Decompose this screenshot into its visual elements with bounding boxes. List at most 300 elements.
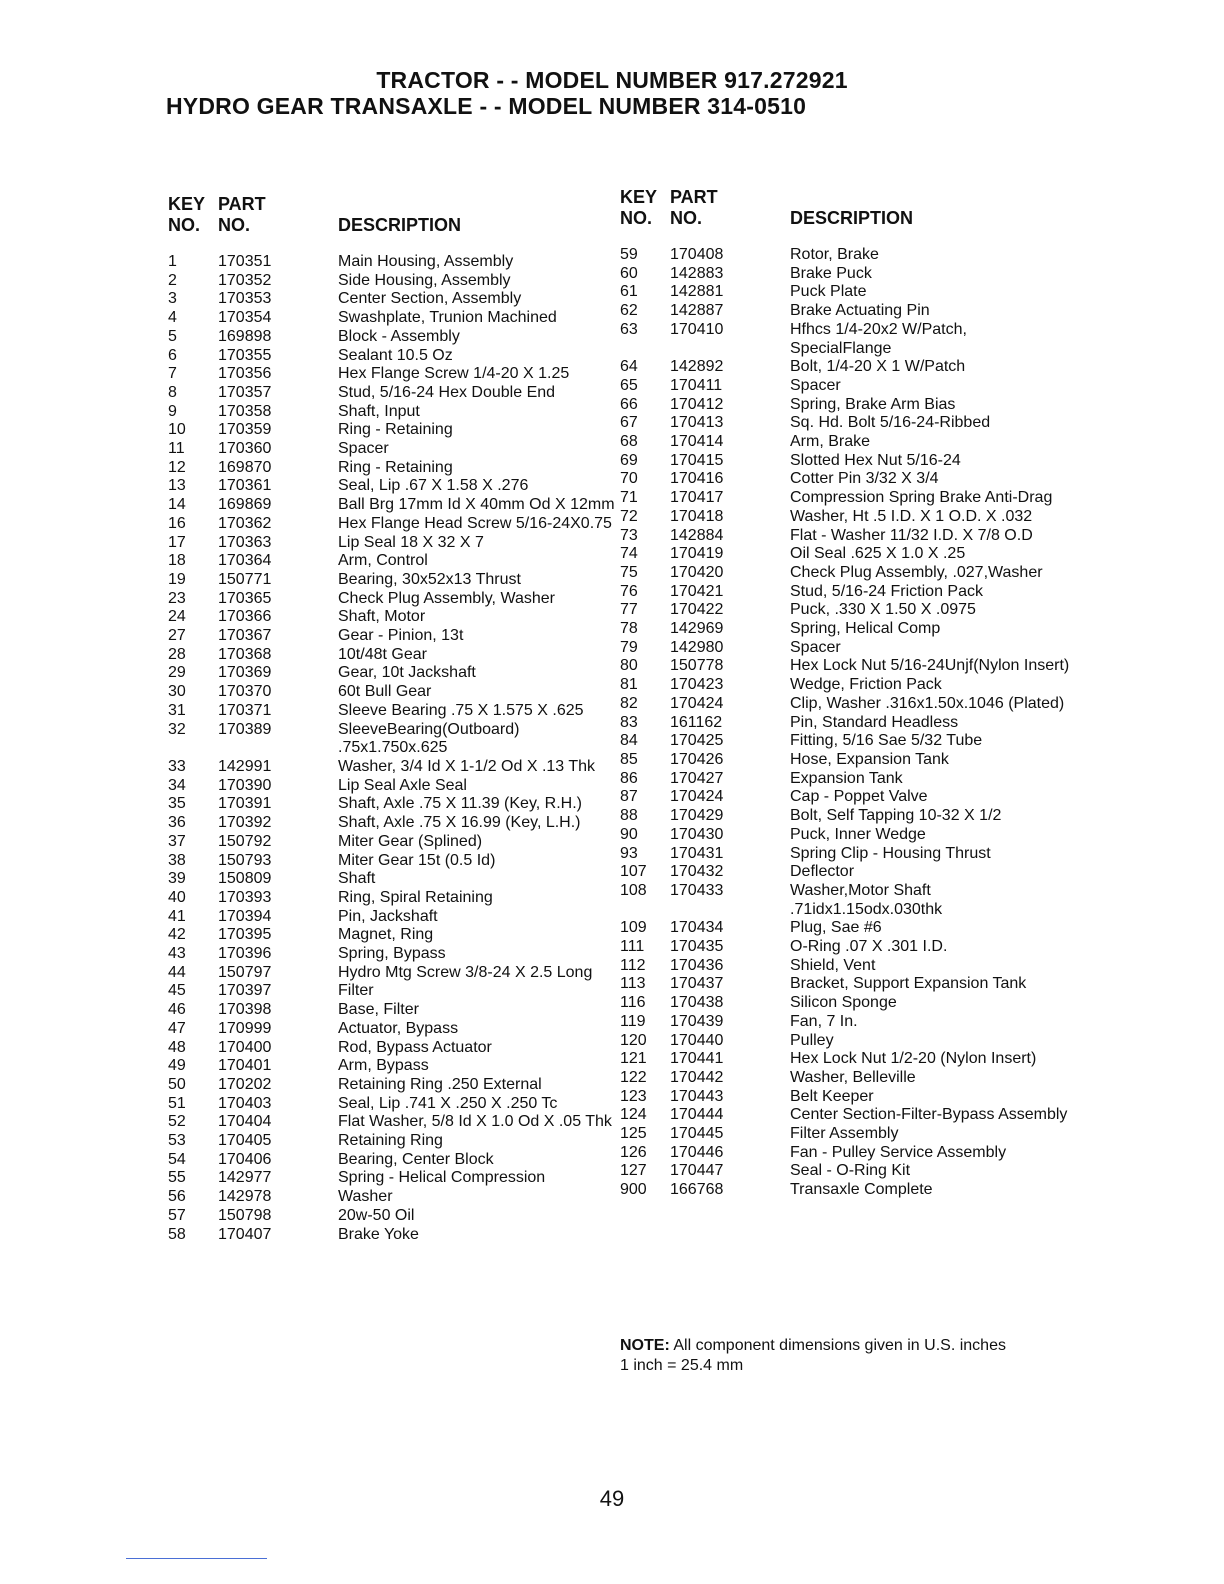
key-number: 34 (168, 776, 186, 794)
part-description: Bearing, Center Block (338, 1150, 494, 1168)
right-header-key: KEY (620, 187, 658, 207)
part-row (620, 564, 1070, 583)
part-description: Center Section-Filter-Bypass Assembly (790, 1106, 1068, 1124)
part-row (168, 721, 618, 758)
part-description: Sealant 10.5 Oz (338, 346, 453, 364)
part-description: Shaft, Input (338, 402, 420, 420)
part-number: 170426 (670, 750, 724, 768)
part-row (620, 433, 1070, 452)
key-number: 12 (168, 458, 186, 476)
key-number: 31 (168, 701, 186, 719)
key-number: 57 (168, 1206, 186, 1224)
part-number: 170412 (670, 395, 724, 413)
part-number: 170438 (670, 994, 724, 1012)
part-description: Shaft, Axle .75 X 16.99 (Key, L.H.) (338, 814, 581, 832)
part-row (168, 627, 618, 646)
part-number: 170436 (670, 956, 724, 974)
part-row (168, 926, 618, 945)
right-header-description: DESCRIPTION (790, 208, 914, 228)
part-number: 170352 (218, 271, 272, 289)
part-row (168, 1076, 618, 1095)
part-row (620, 601, 1070, 620)
part-description: Hose, Expansion Tank (790, 750, 949, 768)
part-number: 170425 (670, 732, 724, 750)
part-row (168, 309, 618, 328)
part-row (620, 1013, 1070, 1032)
part-row (620, 265, 1070, 284)
part-description: Hex Lock Nut 5/16-24Unjf(Nylon Insert) (790, 657, 1070, 675)
part-description: Belt Keeper (790, 1087, 874, 1105)
part-description: O-Ring .07 X .301 I.D. (790, 938, 948, 956)
part-row (620, 302, 1070, 321)
part-description: 20w-50 Oil (338, 1206, 415, 1224)
key-number: 119 (620, 1012, 646, 1030)
key-number: 127 (620, 1162, 647, 1180)
part-number: 170444 (670, 1106, 724, 1124)
part-description: Arm, Brake (790, 433, 871, 451)
part-description: Block - Assembly (338, 327, 460, 345)
part-row (168, 347, 618, 366)
part-description: Spring, Bypass (338, 945, 446, 963)
part-description: Expansion Tank (790, 769, 903, 787)
key-number: 78 (620, 620, 638, 638)
part-number: 170423 (670, 676, 724, 694)
key-number: 4 (168, 309, 177, 327)
key-number: 86 (620, 769, 638, 787)
part-number: 170431 (670, 844, 724, 862)
key-number: 38 (168, 851, 186, 869)
part-description: Bracket, Support Expansion Tank (790, 975, 1027, 993)
part-row (620, 1050, 1070, 1069)
part-description: Shaft, Axle .75 X 11.39 (Key, R.H.) (338, 795, 582, 813)
part-row (620, 882, 1070, 919)
part-row (620, 1069, 1070, 1088)
part-description: Lip Seal Axle Seal (338, 776, 467, 794)
key-number: 70 (620, 470, 638, 488)
dimension-note (620, 1336, 1070, 1376)
part-number: 170394 (218, 907, 272, 925)
part-number: 142887 (670, 302, 724, 320)
key-number: 111 (620, 938, 645, 956)
part-number: 170396 (218, 945, 272, 963)
key-number: 81 (620, 676, 638, 694)
part-description: Shaft (338, 870, 376, 888)
part-description: Hydro Mtg Screw 3/8-24 X 2.5 Long (338, 963, 593, 981)
part-row (168, 777, 618, 796)
part-number: 170367 (218, 627, 272, 645)
key-number: 75 (620, 563, 638, 581)
part-number: 170406 (218, 1150, 272, 1168)
part-description: Ring, Spiral Retaining (338, 888, 493, 906)
part-description: Retaining Ring .250 External (338, 1075, 542, 1093)
part-row (168, 496, 618, 515)
part-row (620, 1162, 1070, 1181)
part-description: Check Plug Assembly, .027,Washer (790, 563, 1043, 581)
part-number: 169869 (218, 496, 272, 514)
part-row (620, 845, 1070, 864)
key-number: 19 (168, 570, 186, 588)
part-number: 170363 (218, 533, 272, 551)
key-number: 61 (620, 283, 638, 301)
part-number: 150809 (218, 870, 272, 888)
part-number: 170407 (218, 1225, 272, 1243)
part-row (168, 1020, 618, 1039)
left-header-description: DESCRIPTION (338, 215, 462, 235)
part-description: Ring - Retaining (338, 421, 453, 439)
key-number: 73 (620, 526, 638, 544)
part-row (620, 1032, 1070, 1051)
part-number: 170408 (670, 246, 724, 263)
part-number: 170401 (218, 1057, 272, 1075)
part-description: Actuator, Bypass (338, 1019, 459, 1037)
part-row (620, 695, 1070, 714)
part-row (620, 826, 1070, 845)
part-row (620, 321, 1070, 358)
part-number: 170424 (670, 788, 724, 806)
part-row (620, 751, 1070, 770)
part-description: Cap - Poppet Valve (790, 788, 928, 806)
part-row (168, 1169, 618, 1188)
key-number: 82 (620, 694, 638, 712)
part-row (620, 246, 1070, 265)
part-description: Flat - Washer 11/32 I.D. X 7/8 O.D (790, 526, 1033, 544)
part-number: 170359 (218, 421, 272, 439)
key-number: 45 (168, 982, 186, 1000)
key-number: 23 (168, 589, 186, 607)
part-number: 170400 (218, 1038, 272, 1056)
part-row (620, 1088, 1070, 1107)
key-number: 24 (168, 608, 186, 626)
part-number: 170390 (218, 776, 272, 794)
part-row (620, 489, 1070, 508)
part-description: Arm, Control (338, 552, 428, 570)
part-row (168, 1226, 618, 1245)
key-number: 74 (620, 545, 638, 563)
part-description: Spacer (790, 638, 841, 656)
part-number: 142884 (670, 526, 724, 544)
part-row (620, 938, 1070, 957)
part-row (620, 994, 1070, 1013)
part-number: 170398 (218, 1001, 272, 1019)
key-number: 900 (620, 1181, 647, 1199)
part-number: 170356 (218, 365, 272, 383)
part-description: Spring Clip - Housing Thrust (790, 844, 991, 862)
part-row (620, 770, 1070, 789)
part-number: 170417 (670, 489, 724, 507)
part-description: Compression Spring Brake Anti-Drag (790, 489, 1053, 507)
part-description: Washer, Ht .5 I.D. X 1 O.D. X .032 (790, 507, 1033, 525)
part-row (168, 590, 618, 609)
part-description: Brake Puck (790, 264, 872, 282)
key-number: 52 (168, 1113, 186, 1131)
part-description: Washer, Belleville (790, 1068, 916, 1086)
part-description: Hfhcs 1/4-20x2 W/Patch, SpecialFlange (790, 320, 967, 357)
part-number: 169898 (218, 327, 272, 345)
part-number: 142980 (670, 638, 724, 656)
part-description: Rotor, Brake (790, 246, 879, 263)
part-description: Spacer (338, 440, 389, 458)
key-number: 37 (168, 832, 186, 850)
part-number: 170360 (218, 440, 272, 458)
part-number: 170439 (670, 1012, 724, 1030)
part-number: 150797 (218, 963, 272, 981)
parts-list-right (620, 246, 1070, 1200)
part-number: 170357 (218, 383, 272, 401)
part-description: Spring, Brake Arm Bias (790, 395, 956, 413)
key-number: 33 (168, 757, 186, 775)
part-row (620, 639, 1070, 658)
key-number: 63 (620, 320, 638, 338)
part-row (168, 646, 618, 665)
key-number: 87 (620, 788, 638, 806)
part-row (168, 384, 618, 403)
part-number: 170403 (218, 1094, 272, 1112)
key-number: 109 (620, 919, 647, 937)
part-description: Center Section, Assembly (338, 290, 522, 308)
page-subtitle: HYDRO GEAR TRANSAXLE - - MODEL NUMBER 314-0510 (166, 93, 807, 119)
part-row (168, 1001, 618, 1020)
page-number: 49 (599, 1486, 625, 1511)
part-number: 170415 (670, 451, 724, 469)
part-number: 170411 (670, 376, 723, 394)
part-row (620, 714, 1070, 733)
part-number: 170422 (670, 601, 724, 619)
key-number: 122 (620, 1068, 647, 1086)
part-row (168, 1039, 618, 1058)
part-row (168, 852, 618, 871)
part-number: 170371 (218, 701, 272, 719)
part-description: Washer,Motor Shaft .71idx1.15odx.030thk (790, 881, 943, 918)
part-row (620, 732, 1070, 751)
part-number: 161162 (670, 713, 723, 731)
part-row (620, 283, 1070, 302)
key-number: 65 (620, 376, 638, 394)
part-number: 170405 (218, 1132, 272, 1150)
part-description: Gear - Pinion, 13t (338, 627, 464, 645)
part-description: 60t Bull Gear (338, 683, 432, 701)
key-number: 71 (620, 489, 638, 507)
part-description: Pin, Standard Headless (790, 713, 959, 731)
part-number: 142978 (218, 1188, 272, 1206)
part-number: 142883 (670, 264, 724, 282)
key-number: 93 (620, 844, 638, 862)
part-description: Main Housing, Assembly (338, 253, 514, 270)
part-description: Transaxle Complete (790, 1181, 933, 1199)
part-number: 170404 (218, 1113, 272, 1131)
part-row (168, 833, 618, 852)
part-number: 170358 (218, 402, 272, 420)
key-number: 113 (620, 975, 646, 993)
key-number: 43 (168, 945, 186, 963)
key-number: 3 (168, 290, 177, 308)
key-number: 85 (620, 750, 638, 768)
part-number: 150792 (218, 832, 272, 850)
part-row (168, 814, 618, 833)
part-description: Ring - Retaining (338, 458, 453, 476)
part-row (168, 403, 618, 422)
key-number: 124 (620, 1106, 647, 1124)
key-number: 11 (168, 440, 185, 458)
key-number: 53 (168, 1132, 186, 1150)
key-number: 56 (168, 1188, 186, 1206)
part-number: 150798 (218, 1206, 272, 1224)
part-row (168, 571, 618, 590)
key-number: 5 (168, 327, 177, 345)
right-header-part: PART (670, 187, 718, 207)
key-number: 84 (620, 732, 638, 750)
part-number: 170446 (670, 1143, 724, 1161)
part-number: 170424 (670, 694, 724, 712)
part-description: Silicon Sponge (790, 994, 897, 1012)
part-description: Plug, Sae #6 (790, 919, 882, 937)
key-number: 10 (168, 421, 186, 439)
part-description: Wedge, Friction Pack (790, 676, 942, 694)
part-description: Filter (338, 982, 374, 1000)
left-header-part-no: NO. (218, 215, 251, 235)
part-description: Spring, Helical Comp (790, 620, 941, 638)
part-row (168, 421, 618, 440)
part-description: Arm, Bypass (338, 1057, 429, 1075)
key-number: 121 (620, 1050, 647, 1068)
part-description: Flat Washer, 5/8 Id X 1.0 Od X .05 Thk (338, 1113, 612, 1131)
key-number: 1 (168, 253, 177, 270)
part-number: 170362 (218, 514, 272, 532)
parts-list-left (168, 253, 618, 1244)
part-description: Cotter Pin 3/32 X 3/4 (790, 470, 939, 488)
part-description: Clip, Washer .316x1.50x.1046 (Plated) (790, 694, 1065, 712)
part-description: Seal - O-Ring Kit (790, 1162, 911, 1180)
part-description: Stud, 5/16-24 Hex Double End (338, 383, 556, 401)
part-number: 142977 (218, 1169, 272, 1187)
part-number: 170427 (670, 769, 724, 787)
key-number: 72 (620, 507, 638, 525)
bottom-rule (126, 1558, 267, 1559)
part-row (620, 377, 1070, 396)
part-row (168, 702, 618, 721)
part-description: Miter Gear (Splined) (338, 832, 483, 850)
part-description: Shaft, Motor (338, 608, 426, 626)
part-number: 150793 (218, 851, 272, 869)
part-number: 170397 (218, 982, 272, 1000)
key-number: 60 (620, 264, 638, 282)
key-number: 62 (620, 302, 638, 320)
part-row (168, 253, 618, 272)
part-number: 170433 (670, 881, 724, 899)
part-description: Pulley (790, 1031, 834, 1049)
key-number: 41 (168, 907, 186, 925)
part-number: 170364 (218, 552, 272, 570)
part-number: 170419 (670, 545, 724, 563)
part-description: Miter Gear 15t (0.5 Id) (338, 851, 496, 869)
part-number: 170445 (670, 1125, 724, 1143)
key-number: 27 (168, 627, 186, 645)
part-number: 170420 (670, 563, 724, 581)
part-number: 170391 (218, 795, 272, 813)
part-number: 170442 (670, 1068, 724, 1086)
key-number: 6 (168, 346, 177, 364)
part-row (620, 676, 1070, 695)
part-row (168, 683, 618, 702)
key-number: 88 (620, 807, 638, 825)
key-number: 112 (620, 956, 646, 974)
note-text: All component dimensions given in U.S. inches (673, 1337, 1006, 1354)
key-number: 107 (620, 863, 647, 881)
part-description: Deflector (790, 863, 855, 881)
part-number: 170351 (218, 253, 272, 270)
part-description: Check Plug Assembly, Washer (338, 589, 555, 607)
part-row (620, 788, 1070, 807)
key-number: 32 (168, 720, 186, 738)
part-description: Puck, .330 X 1.50 X .0975 (790, 601, 976, 619)
key-number: 77 (620, 601, 638, 619)
key-number: 30 (168, 683, 186, 701)
part-number: 170441 (670, 1050, 724, 1068)
part-row (620, 527, 1070, 546)
key-number: 67 (620, 414, 638, 432)
right-header-part-no: NO. (670, 208, 703, 228)
key-number: 123 (620, 1087, 647, 1105)
part-description: Shield, Vent (790, 956, 876, 974)
key-number: 44 (168, 963, 186, 981)
part-number: 170418 (670, 507, 724, 525)
part-description: Lip Seal 18 X 32 X 7 (338, 533, 484, 551)
key-number: 40 (168, 888, 186, 906)
part-description: Bearing, 30x52x13 Thrust (338, 570, 521, 588)
part-number: 142892 (670, 358, 724, 376)
key-number: 28 (168, 645, 186, 663)
key-number: 2 (168, 271, 177, 289)
part-number: 170435 (670, 938, 724, 956)
key-number: 126 (620, 1143, 647, 1161)
key-number: 42 (168, 926, 186, 944)
key-number: 83 (620, 713, 638, 731)
part-number: 170392 (218, 814, 272, 832)
part-description: Washer (338, 1188, 393, 1206)
key-number: 116 (620, 994, 646, 1012)
key-number: 59 (620, 246, 638, 263)
key-number: 108 (620, 881, 647, 899)
part-row (620, 1106, 1070, 1125)
part-row (168, 534, 618, 553)
part-number: 166768 (670, 1181, 724, 1199)
part-row (168, 459, 618, 478)
part-description: Gear, 10t Jackshaft (338, 664, 476, 682)
key-number: 47 (168, 1019, 186, 1037)
part-description: SleeveBearing(Outboard) .75x1.750x.625 (338, 720, 520, 757)
part-row (168, 1057, 618, 1076)
part-description: Base, Filter (338, 1001, 419, 1019)
part-row (168, 945, 618, 964)
key-number: 76 (620, 582, 638, 600)
part-number: 170999 (218, 1019, 272, 1037)
part-row (620, 620, 1070, 639)
part-row (168, 1095, 618, 1114)
part-number: 142991 (218, 757, 272, 775)
part-row (168, 477, 618, 496)
part-description: Sq. Hd. Bolt 5/16-24-Ribbed (790, 414, 991, 432)
part-number: 170353 (218, 290, 272, 308)
part-row (620, 358, 1070, 377)
part-description: Bolt, Self Tapping 10-32 X 1/2 (790, 807, 1002, 825)
part-row (620, 470, 1070, 489)
part-row (168, 964, 618, 983)
key-number: 68 (620, 433, 638, 451)
part-row (168, 795, 618, 814)
part-number: 170202 (218, 1075, 272, 1093)
part-row (168, 982, 618, 1001)
part-description: Filter Assembly (790, 1125, 899, 1143)
part-description: Oil Seal .625 X 1.0 X .25 (790, 545, 966, 563)
